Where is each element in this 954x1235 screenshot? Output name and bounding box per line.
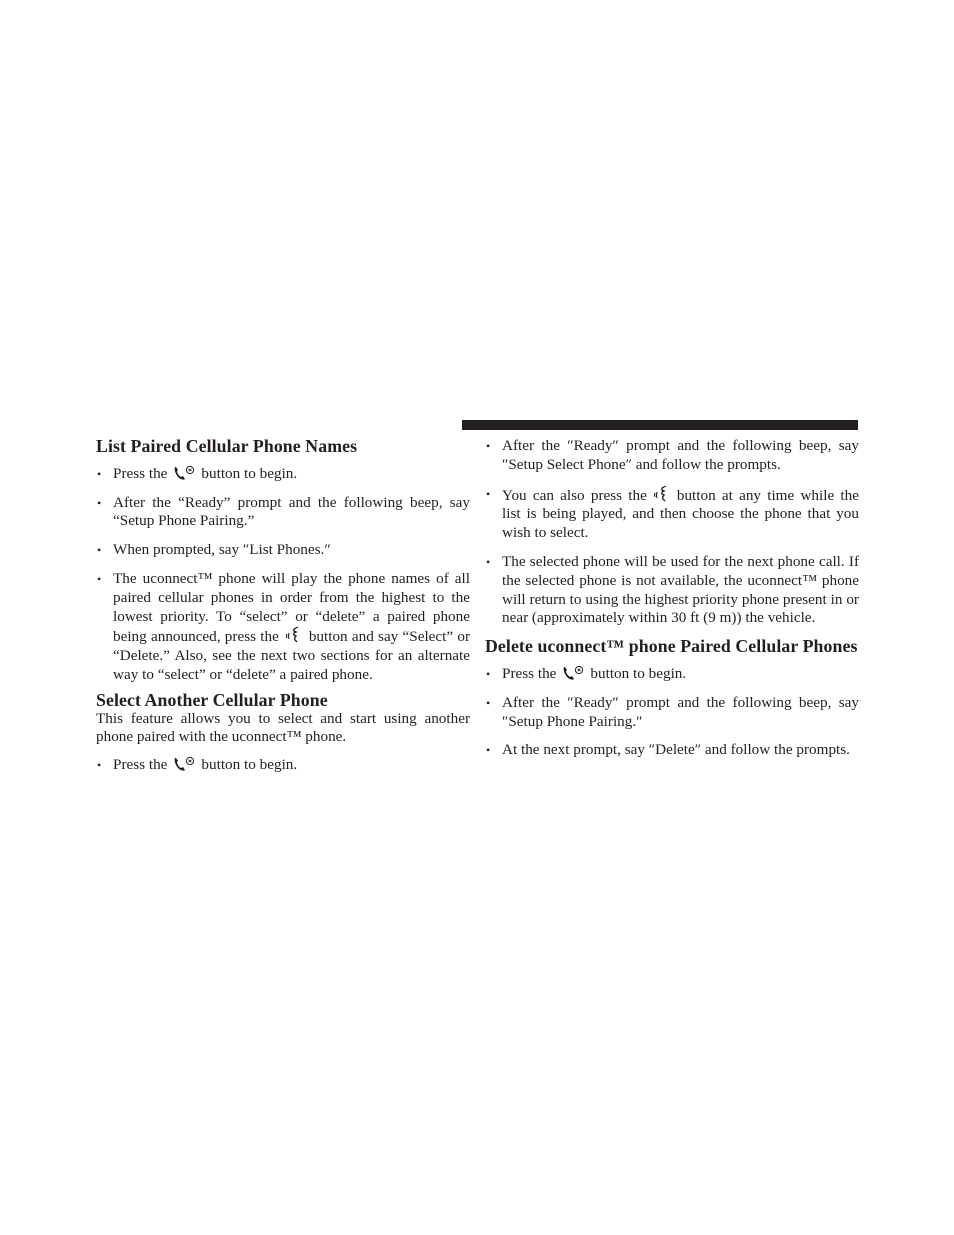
- list-item: • The uconnect™ phone will play the phone names of all paired cellular phones in order from the highest to the lowest priority. To “select” or “delete” a paired phone being announced, press the button and say “Select” or “Delete.” Also, see the next two sections for an alternate way to “select” or “delete” a paired phone.: [96, 570, 470, 685]
- section-heading-delete-phones: Delete uconnect™ phone Paired Cellular Phones: [485, 636, 858, 657]
- list-item: • You can also press the button at any time while the list is being played, and then choose the phone that you wish to select.: [485, 485, 859, 543]
- voice-command-icon: [285, 626, 303, 644]
- phone-button-icon: [173, 465, 195, 481]
- right-column: [485, 437, 859, 760]
- section-heading-list-phones: List Paired Cellular Phone Names: [96, 436, 358, 456]
- list-item: • Press the button to begin.: [96, 756, 470, 775]
- select-phone-steps-cont: [485, 437, 859, 628]
- list-item: • Press the button to begin.: [96, 465, 470, 484]
- header-rule: [462, 420, 858, 430]
- list-item: • Press the button to begin.: [485, 665, 859, 684]
- delete-phones-steps: [485, 665, 859, 760]
- left-column: [96, 437, 470, 775]
- phone-button-icon: [173, 756, 195, 772]
- list-item: • After the “Ready” prompt and the following beep, say “Setup Phone Pairing.”: [96, 494, 470, 532]
- list-item: • At the next prompt, say ″Delete″ and follow the prompts.: [485, 741, 859, 760]
- select-phone-steps: [96, 756, 470, 775]
- list-item: • When prompted, say ″List Phones.″: [96, 541, 470, 560]
- voice-command-icon: [653, 485, 671, 503]
- list-phones-steps: [96, 465, 470, 685]
- phone-button-icon: [562, 665, 584, 681]
- select-phone-intro: This feature allows you to select and start using another phone paired with the uconnect™ phone.: [96, 709, 470, 746]
- list-item: • The selected phone will be used for the next phone call. If the selected phone is not available, the uconnect™ phone will return to using the highest priority phone present in or near (approximately within 30 ft (9 m)) the vehicle.: [485, 553, 859, 628]
- list-item: • After the ″Ready″ prompt and the following beep, say ″Setup Phone Pairing.″: [485, 694, 859, 732]
- list-item: • After the ″Ready″ prompt and the following beep, say ″Setup Select Phone″ and follow the prompts.: [485, 437, 859, 475]
- section-heading-select-phone: Select Another Cellular Phone: [96, 689, 328, 710]
